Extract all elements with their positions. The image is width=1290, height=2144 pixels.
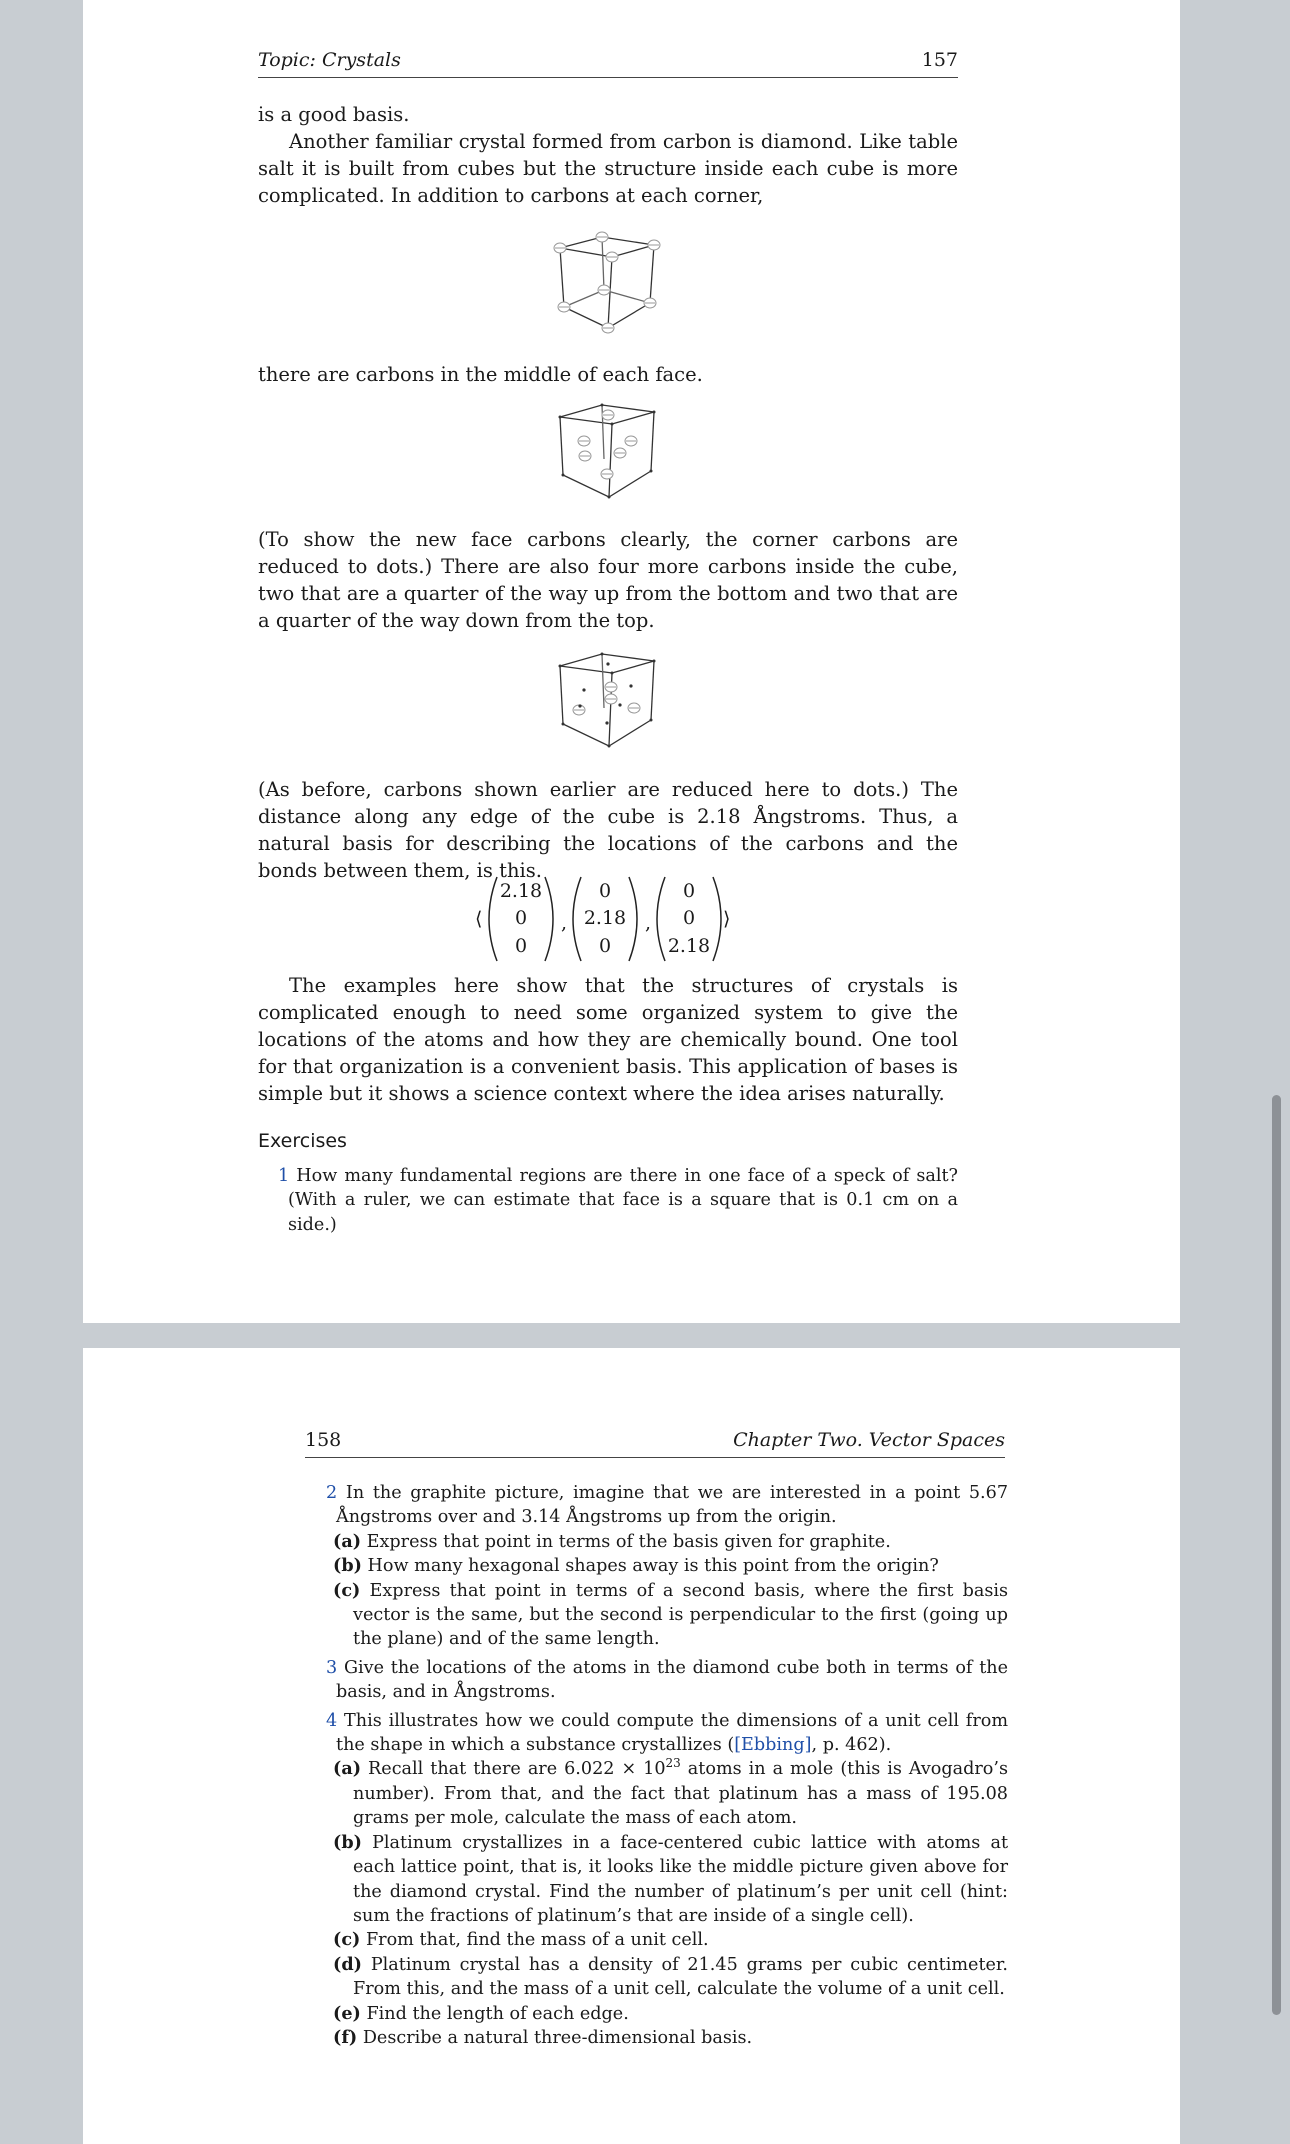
exercise-3-number: 3: [326, 1657, 338, 1678]
v3-y: 0: [682, 907, 696, 929]
exercise-4-number: 4: [326, 1710, 338, 1731]
v2-y: 2.18: [583, 907, 627, 929]
vertical-scrollbar[interactable]: [1272, 1095, 1281, 2015]
basis-comma-1: ,: [561, 912, 568, 934]
exercise-4f: (f) Describe a natural three-dimensional basis.: [333, 2026, 753, 2048]
exercise-4d: (d) Platinum crystal has a density of 21.45 grams per cubic centimeter. From this, and the mass of a unit cell, calculate the volume of a unit cell.: [333, 1953, 1009, 2000]
exercise-3-text: Give the locations of the atoms in the diamond cube both in terms of the basis, and in Ångstroms.: [336, 1657, 1009, 1703]
paragraph-edge-distance: (As before, carbons shown earlier are reduced here to dots.) The distance along any edge of the cube is 2.18 Ångstroms. Thus, a natural basis for describing the locations of the carbons and the bonds between them, is this.: [258, 778, 958, 882]
page-number: 157: [921, 49, 958, 71]
basis-comma-2: ,: [645, 912, 652, 934]
header-title: Chapter Two. Vector Spaces: [733, 1429, 1005, 1451]
line-good-basis: is a good basis.: [258, 103, 410, 126]
header-title: Topic: Crystals: [258, 49, 401, 71]
basis-close-angle: ⟩: [723, 908, 731, 930]
v1-z: 0: [514, 935, 528, 957]
exercise-1-number: 1: [278, 1166, 290, 1186]
exercise-4: 4 This illustrates how we could compute the dimensions of a unit cell from the shape in which a substance crystallizes ([Ebbing], p. 462).: [326, 1710, 1008, 1756]
diamond-interior-carbons-figure: [553, 650, 663, 752]
body-text-face: [258, 361, 958, 388]
exercise-list: [326, 1481, 1008, 2050]
body-text-distance: [258, 776, 958, 884]
exercise-2a: (a) Express that point in terms of the basis given for graphite.: [333, 1530, 891, 1552]
exercise-1-text: How many fundamental regions are there in one face of a speck of salt? (With a ruler, we can estimate that face is a square that is 0.1 cm on a side.): [288, 1166, 958, 1235]
exercise-2b: (b) How many hexagonal shapes away is this point from the origin?: [333, 1555, 939, 1577]
diamond-corner-carbons-figure: [543, 228, 683, 340]
v1-x: 2.18: [499, 880, 543, 902]
paragraph-examples: The examples here show that the structures of crystals is complicated enough to need some organized system to give the locations of the atoms and how they are chemically bound. One tool for that organization is a convenient basis. This application of bases is simple but it shows a science context where the idea arises naturally.: [258, 974, 958, 1105]
diamond-basis-equation: [473, 873, 833, 965]
exercises-heading: Exercises: [258, 1130, 347, 1152]
body-text-examples: [258, 972, 958, 1107]
v3-z: 2.18: [667, 935, 711, 957]
body-text-inside: [258, 526, 958, 634]
page-number: 158: [305, 1429, 342, 1451]
v2-z: 0: [598, 935, 612, 957]
exercise-4c: (c) From that, find the mass of a unit cell.: [333, 1929, 709, 1951]
page-header: [305, 1427, 1005, 1458]
paragraph-diamond: Another familiar crystal formed from carbon is diamond. Like table salt it is built from cubes but the structure inside each cube is more complicated. In addition to carbons at each corner,: [258, 130, 958, 207]
paragraph-inside-carbons: (To show the new face carbons clearly, the corner carbons are reduced to dots.) There are also four more carbons inside the cube, two that are a quarter of the way up from the bottom and two that are a quarter of the way down from the top.: [258, 528, 958, 632]
exercise-3: [326, 1656, 1008, 1705]
paragraph-face-carbons: there are carbons in the middle of each face.: [258, 363, 703, 386]
basis-open-angle: ⟨: [475, 908, 483, 930]
exercise-4b: (b) Platinum crystallizes in a face-centered cubic lattice with atoms at each lattice point, that is, it looks like the middle picture given above for the diamond crystal. Find the number of platinum’s per unit cell (hint: sum the fractions of platinum’s that are inside of a single cell).: [333, 1831, 1009, 1926]
diamond-face-carbons-figure: [553, 401, 663, 503]
exercise-4e: (e) Find the length of each edge.: [333, 2002, 629, 2024]
v1-y: 0: [514, 907, 528, 929]
exercise-1: [278, 1164, 958, 1237]
exercise-2c: (c) Express that point in terms of a second basis, where the first basis vector is the same, but the second is perpendicular to the first (going up the plane) and of the same length.: [333, 1579, 1008, 1650]
document-page-157: [83, 0, 1180, 1323]
exercise-2-number: 2: [326, 1483, 338, 1503]
v2-x: 0: [598, 880, 612, 902]
exercise-2-text: In the graphite picture, imagine that we are interested in a point 5.67 Ångstroms over and 3.14 Ångstroms up from the origin.: [336, 1483, 1009, 1528]
exercise-2: [326, 1481, 1008, 1530]
v3-x: 0: [682, 880, 696, 902]
exercise-4a: (a) Recall that there are $6.022 \times 10^{23}$ atoms in a mole (this is Avogadro’s number). From that, and the fact that platinum has a mass of 195.08 grams per mole, calculate the mass of each atom.: [333, 1756, 1009, 1829]
document-page-158: [83, 1348, 1180, 2144]
body-text-intro: [258, 101, 958, 209]
ebbing-citation-link[interactable]: [Ebbing]: [734, 1735, 812, 1756]
page-header: [258, 47, 958, 78]
